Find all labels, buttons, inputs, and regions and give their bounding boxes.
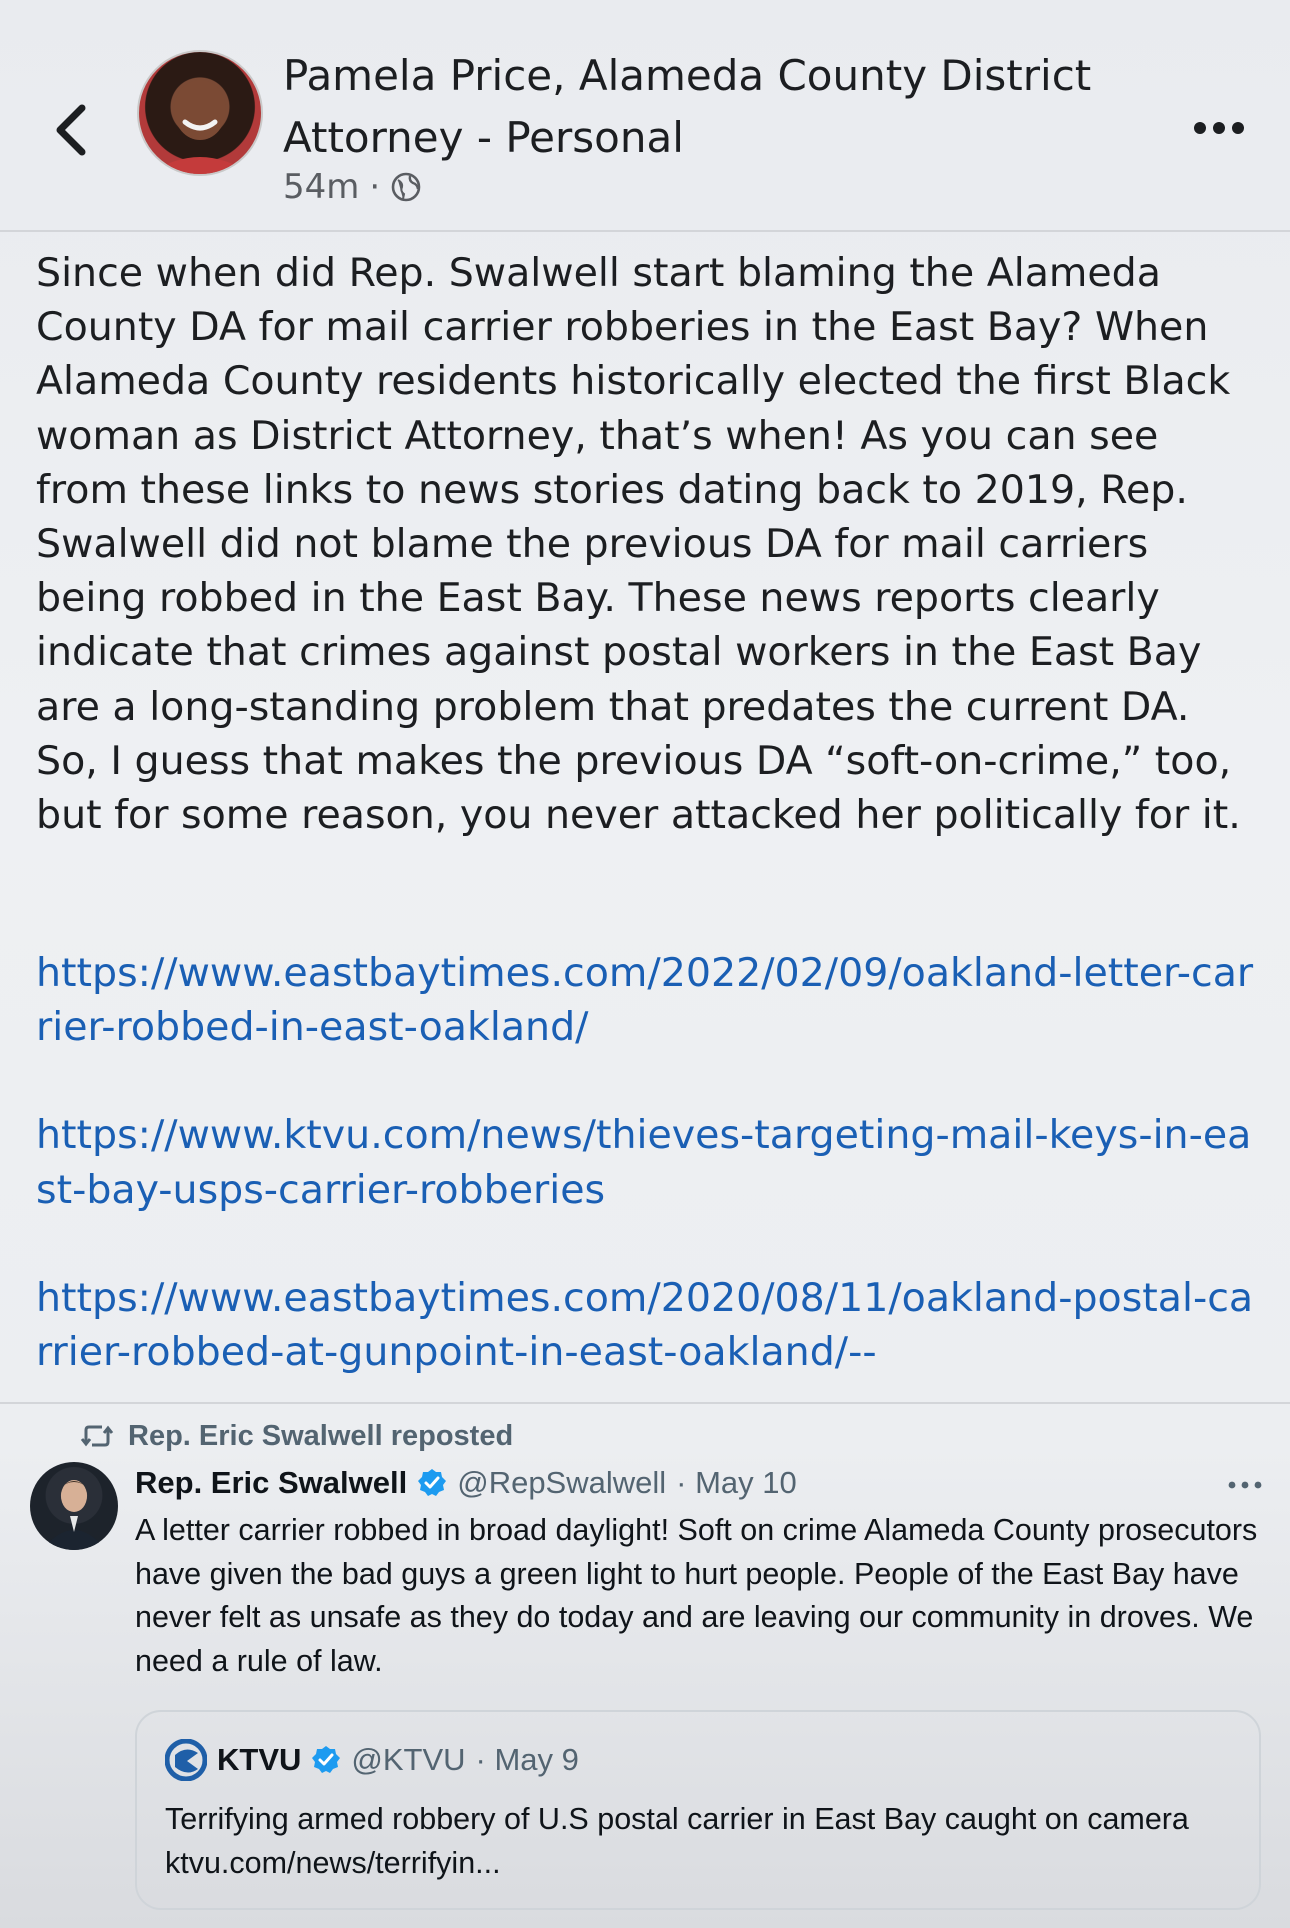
repost-icon bbox=[80, 1423, 114, 1449]
post-header bbox=[0, 0, 1290, 232]
meta-separator: · bbox=[369, 167, 381, 207]
section-divider bbox=[0, 1402, 1290, 1404]
post-time[interactable]: 54m bbox=[283, 167, 360, 207]
author-avatar[interactable] bbox=[137, 50, 263, 176]
ktvu-logo-icon bbox=[165, 1739, 207, 1781]
news-link-eastbaytimes-2020[interactable]: https://www.eastbaytimes.com/2020/08/11/oakland-postal-carrier-robbed-at-gunpoint-in-east-oakland/-- bbox=[36, 1274, 1254, 1376]
news-link-eastbaytimes-2022[interactable]: https://www.eastbaytimes.com/2022/02/09/oakland-letter-carrier-robbed-in-east-oakland/ bbox=[36, 950, 1254, 1051]
verified-badge-icon bbox=[311, 1745, 341, 1775]
repost-label[interactable]: Rep. Eric Swalwell reposted bbox=[128, 1419, 514, 1452]
quoted-author-name[interactable]: KTVU bbox=[217, 1742, 302, 1777]
news-link-ktvu[interactable]: https://www.ktvu.com/news/thieves-targeting-mail-keys-in-east-bay-usps-carrier-robberies bbox=[36, 1112, 1252, 1213]
chevron-left-icon bbox=[52, 104, 88, 156]
tweet-header bbox=[135, 1462, 1235, 1504]
post-links bbox=[36, 946, 1261, 1379]
swalwell-avatar[interactable] bbox=[30, 1462, 118, 1550]
quoted-tweet-text: Terrifying armed robbery of U.S postal carrier in East Bay caught on camera ktvu.com/news/terrifyin... bbox=[165, 1802, 1189, 1880]
more-options-button[interactable] bbox=[1188, 108, 1250, 148]
tweet-date[interactable]: · May 10 bbox=[676, 1465, 797, 1500]
back-button[interactable] bbox=[40, 95, 100, 165]
more-horizontal-icon bbox=[1193, 121, 1245, 135]
post-meta bbox=[283, 167, 422, 207]
more-horizontal-icon bbox=[1228, 1481, 1262, 1489]
post-body-text: Since when did Rep. Swalwell start blaming the Alameda County DA for mail carrier robberies in the East Bay? When Alameda County residents historically elected the first Black woman as District Attorney, that’s when! As you can see from these links to news stories dating back to 2019, Rep. Swalwell did not blame the previous DA for mail carriers being robbed in the East Bay. These news reports clearly indicate that crimes against postal workers in the East Bay are a long-standing problem that predates the current DA. So, I guess that makes the previous DA “soft-on-crime,” too, but for some reason, you never attacked her politically for it. bbox=[36, 250, 1241, 839]
globe-icon bbox=[390, 171, 422, 203]
quoted-date[interactable]: · May 9 bbox=[475, 1742, 579, 1777]
author-name[interactable]: Pamela Price, Alameda County District Attorney - Personal bbox=[283, 51, 1092, 162]
tweet-text: A letter carrier robbed in broad daylight! Soft on crime Alameda County prosecutors have given the bad guys a green light to hurt people. People of the East Bay have never felt as unsafe as they do today and are leaving our community in droves. We need a rule of law. bbox=[135, 1513, 1258, 1678]
quoted-handle[interactable]: @KTVU bbox=[351, 1742, 466, 1777]
quoted-tweet-header bbox=[165, 1738, 579, 1782]
tweet-author-name[interactable]: Rep. Eric Swalwell bbox=[135, 1465, 408, 1500]
verified-badge-icon bbox=[417, 1468, 447, 1498]
tweet-more-button[interactable] bbox=[1225, 1472, 1265, 1498]
repost-indicator bbox=[80, 1418, 513, 1454]
tweet-handle[interactable]: @RepSwalwell bbox=[457, 1465, 667, 1500]
quoted-tweet-card[interactable] bbox=[135, 1710, 1261, 1910]
